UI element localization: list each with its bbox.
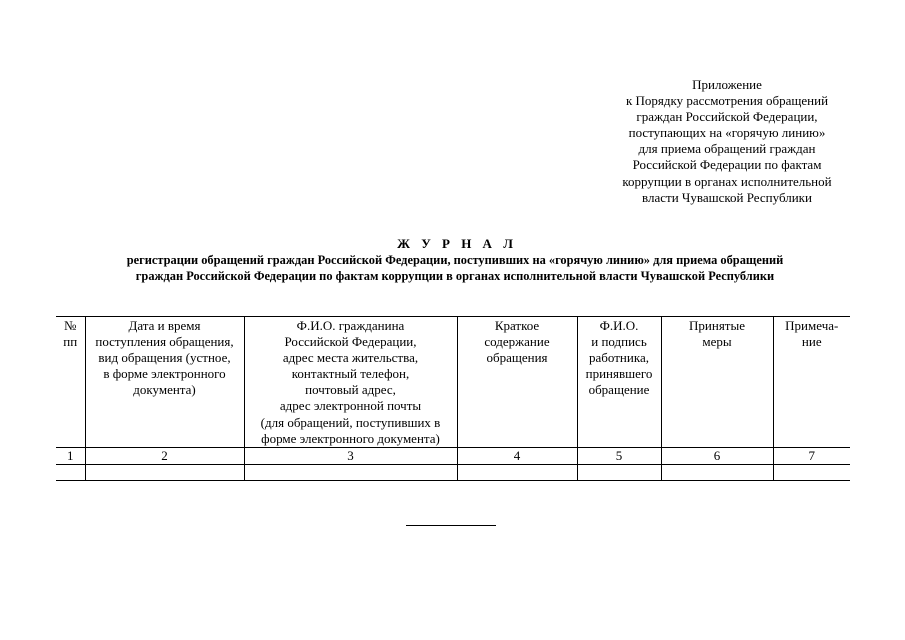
empty-cell: [773, 464, 850, 480]
column-header-measures: Принятые меры: [661, 317, 773, 448]
column-number-cell: 3: [244, 447, 457, 464]
register-table: [56, 316, 850, 481]
column-header-employee: Ф.И.О. и подпись работника, принявшего обращение: [577, 317, 661, 448]
journal-title: Ж У Р Н А Л: [397, 236, 517, 251]
table-column-numbers-row: [56, 447, 850, 464]
appendix-line: Приложение: [692, 77, 762, 92]
empty-cell: [457, 464, 577, 480]
appendix-line: власти Чувашской Республики: [642, 189, 812, 205]
column-number-cell: 6: [661, 447, 773, 464]
column-header-date-time: Дата и время поступления обращения, вид обращения (устное, в форме электронного документа): [85, 317, 244, 448]
appendix-line: для приема обращений граждан: [638, 141, 816, 157]
table-header-row: [56, 317, 850, 448]
appendix-line: коррупции в органах исполнительной: [622, 173, 832, 189]
column-header-citizen: Ф.И.О. гражданина Российской Федерации, адрес места жительства, контактный телефон, почтовый адрес, адрес электронной почты (для обращений, поступивших в форме электронного документа): [244, 317, 457, 448]
column-header-summary: Краткое содержание обращения: [457, 317, 577, 448]
table-row: [56, 464, 850, 480]
journal-subtitle-line: граждан Российской Федерации по фактам коррупции в органах исполнительной власти Чувашской Республики: [135, 269, 775, 283]
column-number-cell: 7: [773, 447, 850, 464]
end-divider: [406, 525, 496, 526]
empty-cell: [577, 464, 661, 480]
empty-cell: [244, 464, 457, 480]
column-number-cell: 5: [577, 447, 661, 464]
journal-subtitle-line: регистрации обращений граждан Российской Федерации, поступивших на «горячую линию» для приема обращений: [126, 253, 784, 267]
appendix-note: [592, 77, 862, 206]
empty-cell: [56, 464, 85, 480]
appendix-line: поступающих на «горячую линию»: [628, 125, 826, 141]
column-number-cell: 2: [85, 447, 244, 464]
appendix-line: граждан Российской Федерации,: [636, 109, 818, 125]
journal-heading: [60, 236, 850, 284]
empty-cell: [85, 464, 244, 480]
appendix-line: Российской Федерации по фактам: [632, 157, 822, 173]
column-number-cell: 1: [56, 447, 85, 464]
empty-cell: [661, 464, 773, 480]
column-header-number: № пп: [56, 317, 85, 448]
column-header-note: Примеча- ние: [773, 317, 850, 448]
column-number-cell: 4: [457, 447, 577, 464]
appendix-line: к Порядку рассмотрения обращений: [625, 93, 829, 109]
